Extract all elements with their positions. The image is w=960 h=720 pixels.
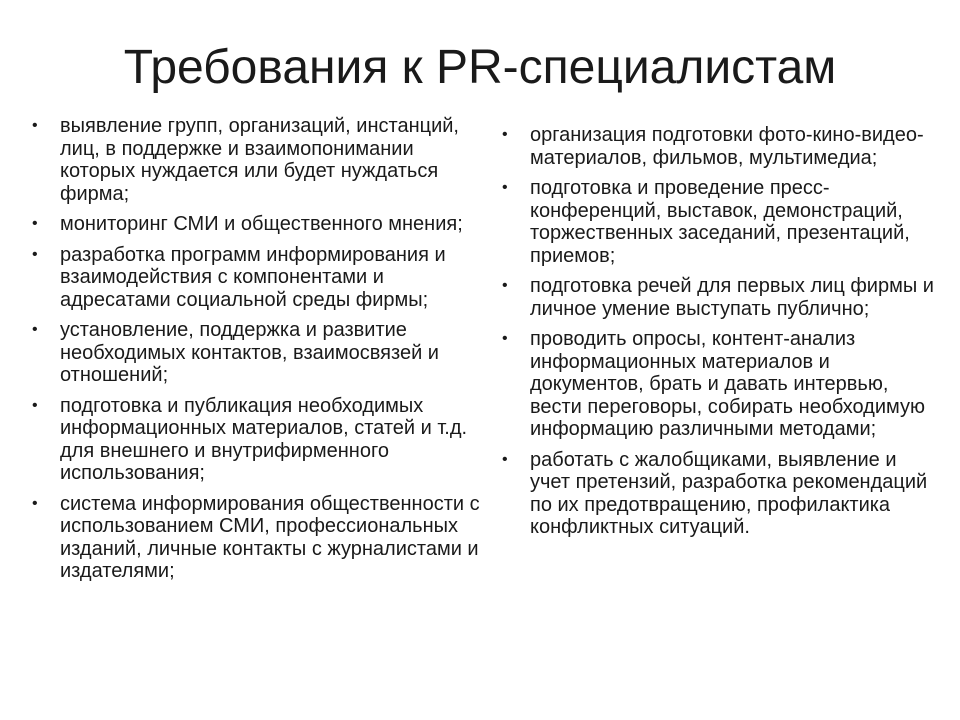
bullet-icon: •	[32, 117, 38, 134]
list-item	[30, 115, 480, 205]
bullet-icon: •	[502, 330, 508, 347]
list-item	[500, 124, 940, 169]
list-item-text: разработка программ информирования и взаимодействия с компонентами и адресатами социальной среды фирмы;	[60, 243, 446, 311]
list-item	[30, 213, 480, 236]
bullet-icon: •	[32, 494, 38, 512]
slide-title: Требования к PR-специалистам	[123, 41, 837, 94]
list-item	[500, 449, 940, 539]
bullet-icon: •	[502, 450, 508, 468]
bullet-icon: •	[32, 321, 38, 338]
list-item-text: организация подготовки фото-кино-видео-материалов, фильмов, мультимедиа;	[530, 124, 924, 169]
list-item-text: установление, поддержка и развитие необходимых контактов, взаимосвязей и отношений;	[60, 319, 439, 386]
list-item	[30, 493, 480, 583]
bullet-icon: •	[502, 277, 508, 294]
bullet-icon: •	[32, 396, 38, 414]
list-item-text: подготовка и публикация необходимых информационных материалов, статей и т.д. для внешнего и внутрифирменного использования;	[60, 394, 468, 484]
bullet-icon: •	[32, 245, 38, 263]
list-item	[500, 275, 940, 320]
right-bullet-list	[500, 124, 940, 547]
list-item-text: система информирования общественности с использованием СМИ, профессиональных изданий, личные контакты с журналистами и издателями;	[60, 492, 480, 582]
bullet-icon: •	[502, 179, 508, 196]
list-item	[30, 244, 480, 312]
list-item-text: подготовка речей для первых лиц фирмы и личное умение выступать публично;	[530, 275, 934, 320]
list-item-text: проводить опросы, контент-анализ информационных материалов и документов, брать и давать интервью, вести переговоры, собирать необходимую информацию различными методами;	[530, 328, 925, 440]
list-item-text: подготовка и проведение пресс-конференций, выставок, демонстраций, торжественных заседаний, презентаций, приемов;	[530, 177, 910, 267]
list-item-text: мониторинг СМИ и общественного мнения;	[60, 213, 463, 235]
list-item	[500, 328, 940, 441]
bullet-icon: •	[32, 215, 38, 232]
list-item	[500, 177, 940, 267]
list-item-text: выявление групп, организаций, инстанций, лиц, в поддержке и взаимопонимании которых нуждается или будет нуждаться фирма;	[60, 115, 459, 205]
bullet-icon: •	[502, 126, 508, 143]
list-item	[30, 319, 480, 387]
list-item-text: работать с жалобщиками, выявление и учет претензий, разработка рекомендаций по их предотвращению, профилактика конфликтных ситуаций.	[530, 448, 928, 538]
left-bullet-list	[30, 115, 480, 591]
list-item	[30, 395, 480, 485]
